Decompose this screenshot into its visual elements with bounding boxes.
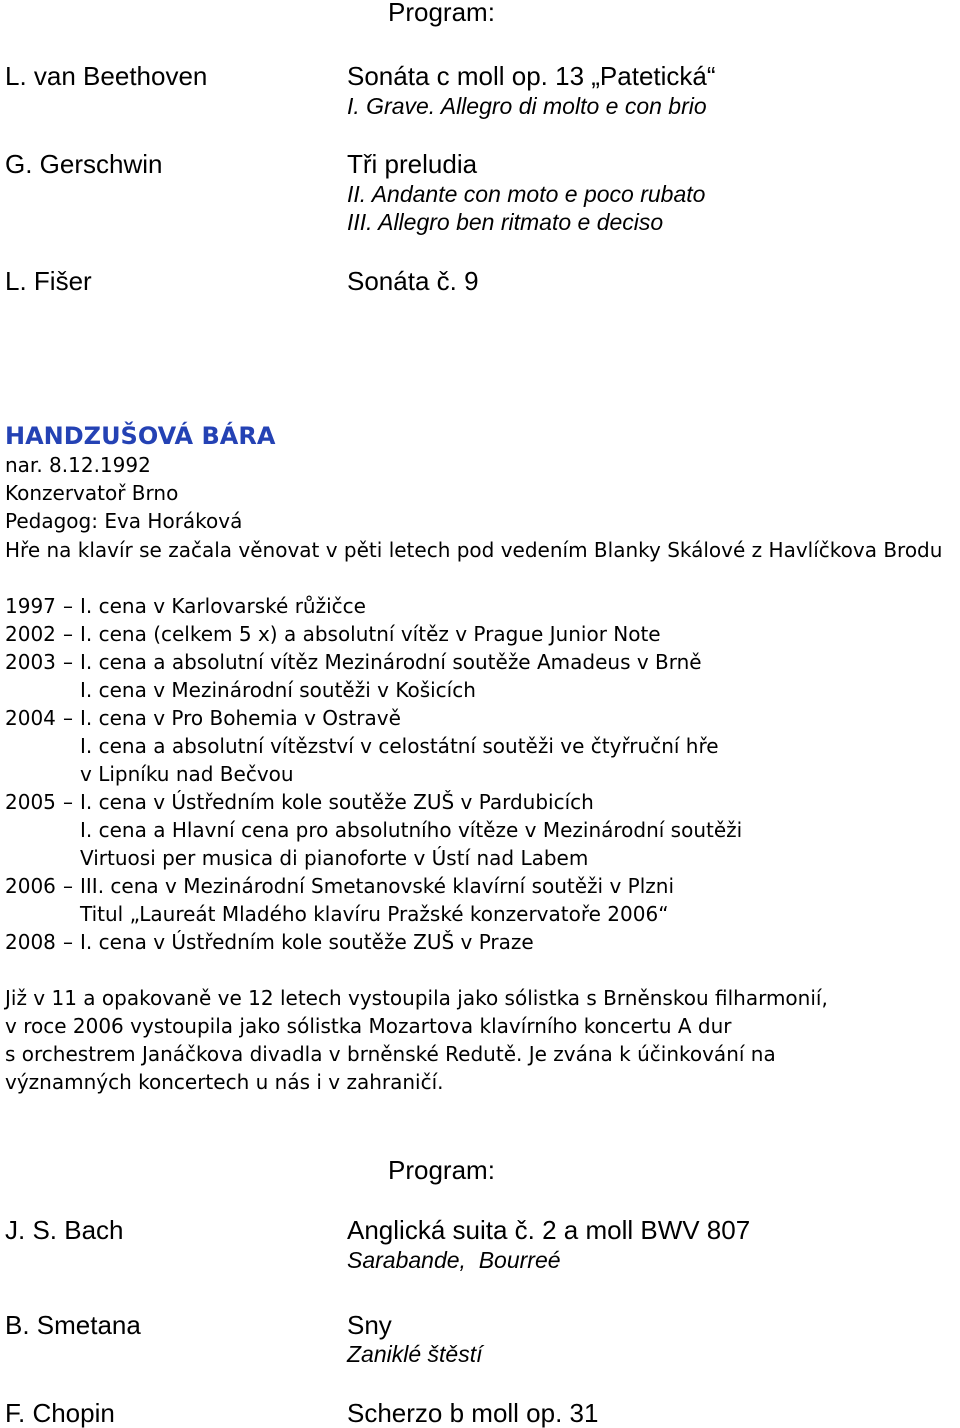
award-year: 2004 (5, 706, 56, 730)
bio-line: významných koncertech u nás i v zahraničí. (5, 1070, 444, 1094)
award-text: I. cena v Ústředním kole soutěže ZUŠ v Praze (80, 930, 534, 954)
work-title: Anglická suita č. 2 a moll BWV 807 (347, 1215, 751, 1245)
composer: F. Chopin (5, 1398, 115, 1428)
composer: B. Smetana (5, 1310, 141, 1340)
award-dash: – (63, 594, 73, 618)
award-text: Titul „Laureát Mladého klavíru Pražské konzervatoře 2006“ (80, 902, 669, 926)
composer: J. S. Bach (5, 1215, 124, 1245)
composer: L. Fišer (5, 266, 92, 296)
award-year: 2008 (5, 930, 56, 954)
bio-line: s orchestrem Janáčkova divadla v brněnské Redutě. Je zvána k účinkování na (5, 1042, 776, 1066)
award-dash: – (63, 930, 73, 954)
award-dash: – (63, 650, 73, 674)
award-year: 2005 (5, 790, 56, 814)
performer-name: HANDZUŠOVÁ BÁRA (5, 422, 276, 450)
school: Konzervatoř Brno (5, 481, 179, 505)
award-year: 2006 (5, 874, 56, 898)
award-year: 1997 (5, 594, 56, 618)
award-dash: – (63, 622, 73, 646)
bio-line: Již v 11 a opakovaně ve 12 letech vystoupila jako sólistka s Brněnskou filharmonií, (5, 986, 828, 1010)
award-dash: – (63, 706, 73, 730)
award-text: I. cena (celkem 5 x) a absolutní vítěz v Prague Junior Note (80, 622, 661, 646)
work-title: Tři preludia (347, 149, 478, 179)
award-year: 2003 (5, 650, 56, 674)
movement: Zaniklé štěstí (347, 1341, 483, 1367)
work-title: Scherzo b moll op. 31 (347, 1398, 599, 1428)
program-heading: Program: (388, 0, 495, 27)
award-text: Virtuosi per musica di pianoforte v Ústí nad Labem (80, 846, 589, 870)
teacher: Pedagog: Eva Horáková (5, 509, 243, 533)
award-text: v Lipníku nad Bečvou (80, 762, 294, 786)
movement: Sarabande, Bourreé (347, 1247, 561, 1273)
movement: II. Andante con moto e poco rubato (347, 181, 706, 207)
bio-line: v roce 2006 vystoupila jako sólistka Mozartova klavírního koncertu A dur (5, 1014, 732, 1038)
work-title: Sonáta c moll op. 13 „Patetická“ (347, 61, 716, 91)
award-text: I. cena v Ústředním kole soutěže ZUŠ v Pardubicích (80, 790, 594, 814)
composer: L. van Beethoven (5, 61, 208, 91)
award-text: I. cena a absolutní vítěz Mezinárodní soutěže Amadeus v Brně (80, 650, 702, 674)
work-title: Sny (347, 1310, 392, 1340)
intro-text: Hře na klavír se začala věnovat v pěti letech pod vedením Blanky Skálové z Havlíčkova Brodu (5, 538, 943, 562)
award-year: 2002 (5, 622, 56, 646)
program-heading: Program: (388, 1155, 495, 1185)
birth-date: nar. 8.12.1992 (5, 453, 151, 477)
award-text: I. cena a absolutní vítězství v celostátní soutěži ve čtyřruční hře (80, 734, 719, 758)
award-text: I. cena a Hlavní cena pro absolutního vítěze v Mezinárodní soutěži (80, 818, 743, 842)
award-text: III. cena v Mezinárodní Smetanovské klavírní soutěži v Plzni (80, 874, 675, 898)
award-text: I. cena v Mezinárodní soutěži v Košicích (80, 678, 476, 702)
movement: I. Grave. Allegro di molto e con brio (347, 93, 707, 119)
award-dash: – (63, 790, 73, 814)
work-title: Sonáta č. 9 (347, 266, 479, 296)
award-text: I. cena v Karlovarské růžičce (80, 594, 366, 618)
composer: G. Gerschwin (5, 149, 163, 179)
movement: III. Allegro ben ritmato e deciso (347, 209, 664, 235)
award-dash: – (63, 874, 73, 898)
award-text: I. cena v Pro Bohemia v Ostravě (80, 706, 401, 730)
